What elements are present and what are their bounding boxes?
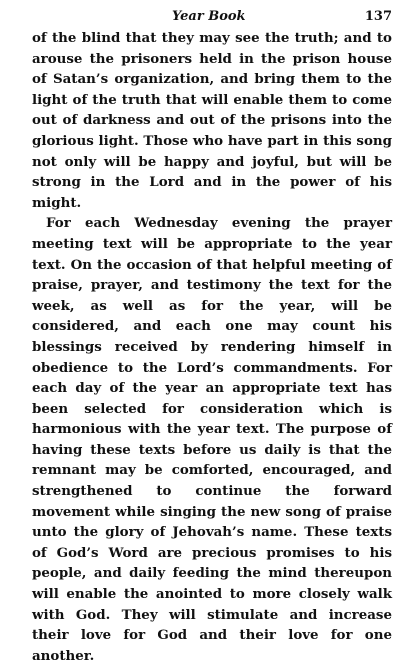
body-text [32,28,392,666]
paragraph-wednesday-text: For each Wednesday evening the prayer meeting text will be appropriate to the year text. On the occasion of that helpful meeting of praise, prayer, and testimony the text for the week, as well as for the year, will be considered, and each one may count his blessings received by rendering himself in obedience to the Lord’s commandments. For each day of the year an appropriate text has been selected for consideration which is harmonious with the year text. The purpose of having these texts before us daily is that the remnant may be comforted, encouraged, and strengthened to continue the forward movement while singing the new song of praise unto the glory of Jehovah’s name. These texts of God’s Word are precious promises to his people, and daily feeding the mind thereupon will enable the anointed to more closely walk with God. They will stimulate and increase their love for God and their love for one another. [32,215,392,664]
running-title: Year Book [172,9,246,24]
page-header [32,6,392,28]
page-number: 137 [364,9,392,24]
paragraph-continuation: of the blind that they may see the truth; and to arouse the prisoners held in the prison house of Satan’s organization, and bring them to the light of the truth that will enable them to come out of darkness and out of the prisons into the glorious light. Those who have part in this song not only will be happy and joyful, but will be strong in the Lord and in the power of his might. [32,30,392,211]
book-page [32,6,392,666]
